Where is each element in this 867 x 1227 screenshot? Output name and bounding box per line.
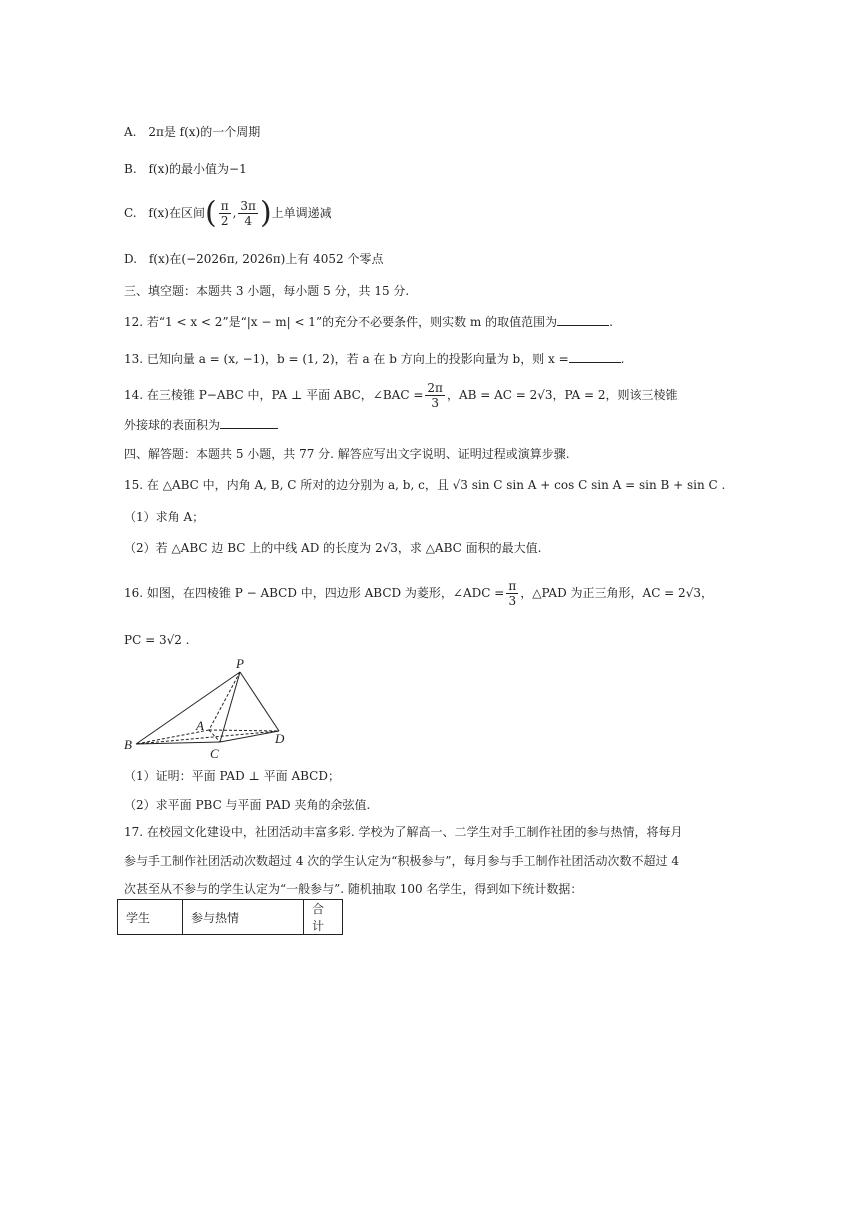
question-15-part-2: （2）若 △ABC 边 BC 上的中线 AD 的长度为 2√3，求 △ABC 面积的最大值. [124,541,542,555]
section-3-heading: 三、填空题：本题共 3 小题，每小题 5 分，共 15 分. [124,284,410,298]
option-c-fraction-1: $\frac{\pi}{2}$ [220,199,229,228]
table-header-row [118,900,343,935]
question-17-line-3: 次甚至从不参与的学生认定为“一般参与”. 随机抽取 100 名学生，得到如下统计数据： [124,882,583,896]
edge-pc [220,672,240,742]
question-14-line-2-text: 外接球的表面积为 [124,418,221,432]
option-c: C. f(x)在区间( $\frac{\pi}{2}$ , $\frac{3\pi}{4}$ )上单调递减 [124,195,332,231]
answer-blank [557,325,609,326]
label-b: B [124,737,132,752]
question-13-text: 13. 已知向量 a = (x, −1)，b = (1, 2)，若 a 在 b 方向上的投影向量为 b，则 x = [124,352,569,366]
option-c-letter: C. [124,206,137,220]
option-b-letter: B. [124,162,137,176]
question-15: 15. 在 △ABC 中，内角 A, B, C 所对的边分别为 a, b, c，且 √3 sin C sin A + cos C sin A = sin B + sin C . [124,478,726,492]
answer-blank [569,362,621,363]
question-17-line-1: 17. 在校园文化建设中，社团活动丰富多彩. 学校为了解高一、二学生对手工制作社团的参与热情，将每月 [124,825,683,839]
question-16-fraction: $\frac{\pi}{3}$ [508,579,517,608]
label-c: C [210,746,219,761]
edge-ac [209,730,220,742]
question-14-post: ，AB = AC = 2√3，PA = 2，则该三棱锥 [446,388,678,402]
question-16-part-1: （1）证明：平面 PAD ⊥ 平面 ABCD； [124,769,340,783]
option-b [124,161,247,177]
option-b-text: f(x)的最小值为−1 [148,162,247,176]
edge-pd [240,672,279,731]
answer-blank [220,428,278,429]
table-header-cell: 学生 [118,900,183,935]
label-a: A [196,718,204,733]
question-16-post: ，△PAD 为正三角形，AC = 2√3， [520,586,713,600]
pyramid-figure [118,655,298,765]
option-c-fraction-2: $\frac{3\pi}{4}$ [240,199,256,228]
label-d: D [275,731,285,746]
option-c-post: 上单调递减 [271,206,332,220]
question-14-fraction: $\frac{2\pi}{3}$ [427,381,443,410]
option-a-text: 2π是 f(x)的一个周期 [148,125,261,139]
question-16-part-2: （2）求平面 PBC 与平面 PAD 夹角的余弦值. [124,798,371,812]
edge-cd [220,731,279,742]
question-12-text: 12. 若“1 < x < 2”是“|x − m| < 1”的充分不必要条件，则实数 m 的取值范围为 [124,315,558,329]
question-16-pre: 16. 如图，在四棱锥 P − ABCD 中，四边形 ABCD 为菱形，∠ADC = [124,586,505,600]
question-17-line-2: 参与手工制作社团活动次数超过 4 次的学生认定为“积极参与”，每月参与手工制作社团活动次数不超过 4 [124,854,679,868]
statistics-table [117,899,343,935]
option-d-letter: D. [124,252,138,266]
table-header-cell: 合计 [304,900,343,935]
edge-ad [209,730,279,731]
question-15-part-1: （1）求角 A； [124,510,205,524]
option-a-letter: A. [124,125,137,139]
question-16 [124,578,713,608]
section-4-heading: 四、解答题：本题共 5 小题，共 77 分. 解答应写出文字说明、证明过程或演算步骤. [124,447,570,461]
question-12: 12. 若“1 < x < 2”是“|x − m| < 1”的充分不必要条件，则实数 m 的取值范围为 . [124,315,613,329]
question-14 [124,380,678,410]
question-14-pre: 14. 在三棱锥 P−ABC 中，PA ⊥ 平面 ABC，∠BAC = [124,388,424,402]
option-d-text: f(x)在(−2026π, 2026π)上有 4052 个零点 [148,252,384,266]
option-c-pre: f(x)在区间 [148,206,205,220]
edge-pb [136,672,240,744]
option-a [124,124,260,140]
edge-pa [209,672,240,730]
label-p: P [236,656,244,671]
table-header-cell: 参与热情 [183,900,304,935]
option-d [124,251,383,267]
question-14-line-2 [124,417,278,433]
question-13: 13. 已知向量 a = (x, −1)，b = (1, 2)，若 a 在 b 方向上的投影向量为 b，则 x = . [124,352,625,366]
question-16-line-2: PC = 3√2 . [124,633,190,647]
